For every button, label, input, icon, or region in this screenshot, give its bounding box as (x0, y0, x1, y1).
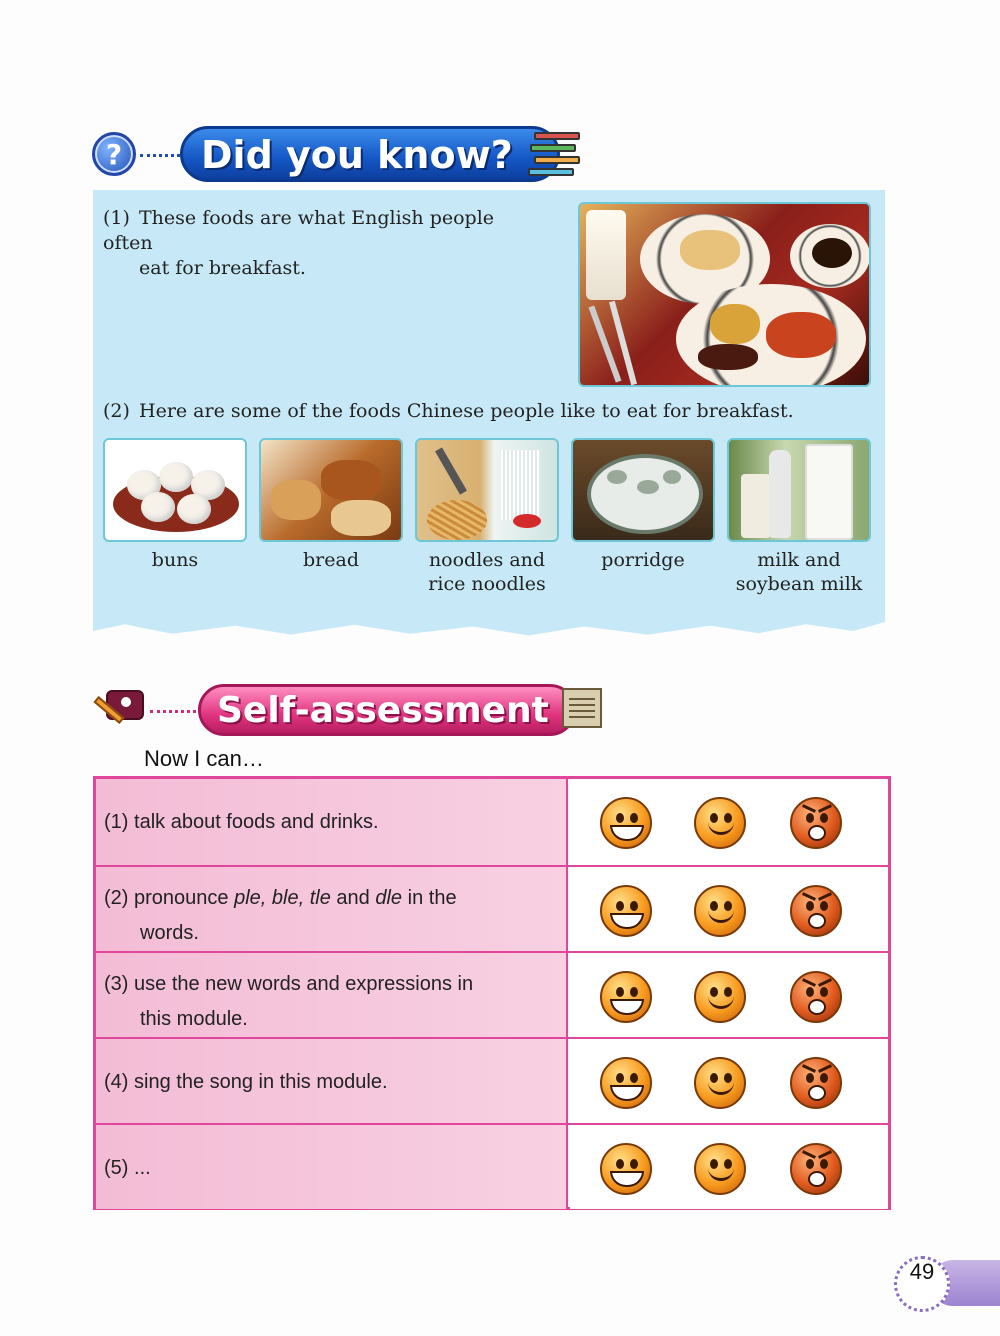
porridge-photo (571, 438, 715, 542)
table-row (96, 1123, 888, 1209)
rating-cell (570, 953, 888, 1037)
notice-board-icon (562, 688, 602, 728)
fact-chinese-breakfast: (2) Here are some of the foods Chinese people like to eat for breakfast. (103, 400, 794, 422)
grinning-face-icon[interactable] (600, 885, 652, 937)
rating-cell (570, 1125, 888, 1209)
question-mark-icon: ? (92, 132, 136, 176)
statement-cell: (2) pronounce ple, ble, tle and dle in the words. (96, 867, 568, 951)
dotted-connector (150, 710, 196, 713)
table-row (96, 951, 888, 1037)
buns-photo (103, 438, 247, 542)
food-item-bread (259, 438, 403, 572)
food-caption: noodles and rice noodles (428, 549, 546, 595)
angry-face-icon[interactable] (790, 1143, 842, 1195)
noodles-photo (415, 438, 559, 542)
smiling-face-icon[interactable] (694, 1143, 746, 1195)
fact-english-breakfast: (1) These foods are what English people often eat for breakfast. (103, 207, 495, 279)
bread-photo (259, 438, 403, 542)
angry-face-icon[interactable] (790, 971, 842, 1023)
self-assessment-header (90, 682, 610, 742)
grinning-face-icon[interactable] (600, 1057, 652, 1109)
food-item-noodles (415, 438, 559, 596)
did-you-know-banner (180, 126, 560, 182)
table-row (96, 865, 888, 951)
smiling-face-icon[interactable] (694, 1057, 746, 1109)
dotted-connector (140, 154, 180, 157)
grinning-face-icon[interactable] (600, 1143, 652, 1195)
did-you-know-header (88, 124, 588, 186)
grinning-face-icon[interactable] (600, 797, 652, 849)
statement-cell: (1) talk about foods and drinks. (96, 779, 568, 865)
did-you-know-title: Did you know? (201, 133, 513, 177)
food-caption: buns (151, 549, 199, 571)
page-number: 49 (894, 1256, 950, 1312)
food-item-milk (727, 438, 871, 596)
angry-face-icon[interactable] (790, 885, 842, 937)
angry-face-icon[interactable] (790, 1057, 842, 1109)
smiling-face-icon[interactable] (694, 971, 746, 1023)
food-caption: porridge (601, 549, 685, 571)
rating-cell (570, 779, 888, 865)
books-icon (524, 132, 580, 178)
self-assessment-table (93, 776, 891, 1210)
food-caption: bread (303, 549, 359, 571)
food-caption: milk and soybean milk (735, 549, 863, 595)
self-assessment-title: Self-assessment (217, 690, 549, 731)
smiling-face-icon[interactable] (694, 885, 746, 937)
pencil-card-icon (92, 686, 148, 730)
self-assessment-intro: Now I can… (144, 746, 264, 771)
milk-photo (727, 438, 871, 542)
smiling-face-icon[interactable] (694, 797, 746, 849)
angry-face-icon[interactable] (790, 797, 842, 849)
english-breakfast-photo (578, 202, 871, 387)
chinese-foods-row (103, 438, 873, 598)
food-item-porridge (571, 438, 715, 572)
grinning-face-icon[interactable] (600, 971, 652, 1023)
statement-cell: (4) sing the song in this module. (96, 1039, 568, 1123)
statement-cell: (3) use the new words and expressions in this module. (96, 953, 568, 1037)
statement-cell: (5) ... (96, 1125, 568, 1209)
rating-cell (570, 1039, 888, 1123)
table-row (96, 779, 888, 865)
self-assessment-banner (198, 684, 576, 736)
rating-cell (570, 867, 888, 951)
food-item-buns (103, 438, 247, 572)
table-row (96, 1037, 888, 1123)
